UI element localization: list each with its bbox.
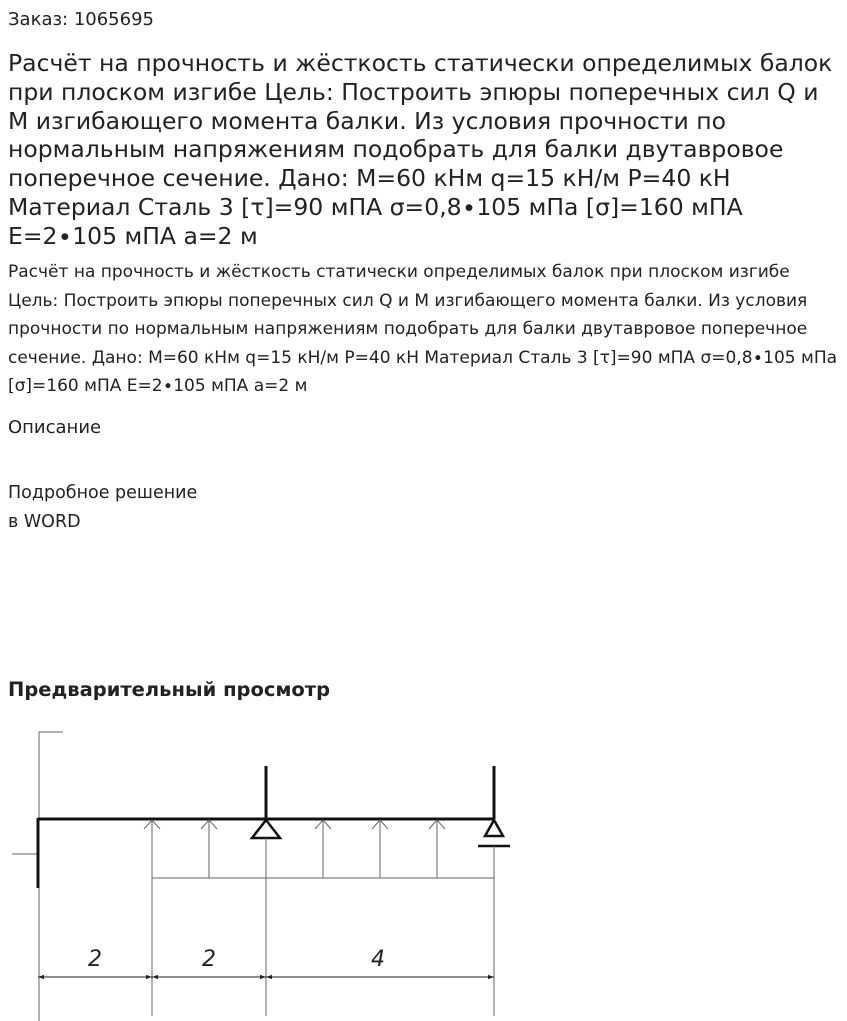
roller-support-right (478, 820, 510, 846)
dimension-label-3: 4 (371, 947, 385, 972)
preview-image[interactable] (0, 718, 847, 1021)
solution-line-1: Подробное решение (8, 483, 198, 503)
dimension-label-1: 2 (88, 947, 102, 972)
pin-support-left (252, 820, 280, 838)
task-description: Расчёт на прочность и жёсткость статически определимых балок при плоском изгибе Цель: Построить эпюры поперечных сил Q и M изгибающего момента балки. Из условия прочности по нормальным напряжениям подобрать для балки двутавровое поперечное сечение. Дано: М=60 кНм q=15 кН/м Р=40 кН Материал Сталь 3 [τ]=90 мПА σ=0,8∙105 мПа [σ]=160 мПА Е=2∙105 мПА а=2 м (8, 262, 838, 396)
solution-info (8, 479, 197, 536)
support-posts (266, 766, 494, 819)
preview-heading: Предварительный просмотр (8, 678, 331, 701)
page-title: Расчёт на прочность и жёсткость статически определимых балок при плоском изгибе Цель: Построить эпюры поперечных сил Q и M изгибающего момента балки. Из условия прочности по нормальным напряжениям подобрать для балки двутавровое поперечное сечение. Дано: М=60 кНм q=15 кН/м Р=40 кН Материал Сталь 3 [τ]=90 мПА σ=0,8∙105 мПа [σ]=160 мПА Е=2∙105 мПА а=2 м (8, 49, 833, 250)
order-number: Заказ: 1065695 (8, 9, 154, 30)
description-heading: Описание (8, 417, 102, 438)
solution-line-2: в WORD (8, 511, 81, 532)
beam-diagram (0, 718, 847, 1021)
distributed-load (144, 820, 494, 1016)
dimension-label-2: 2 (202, 947, 216, 972)
